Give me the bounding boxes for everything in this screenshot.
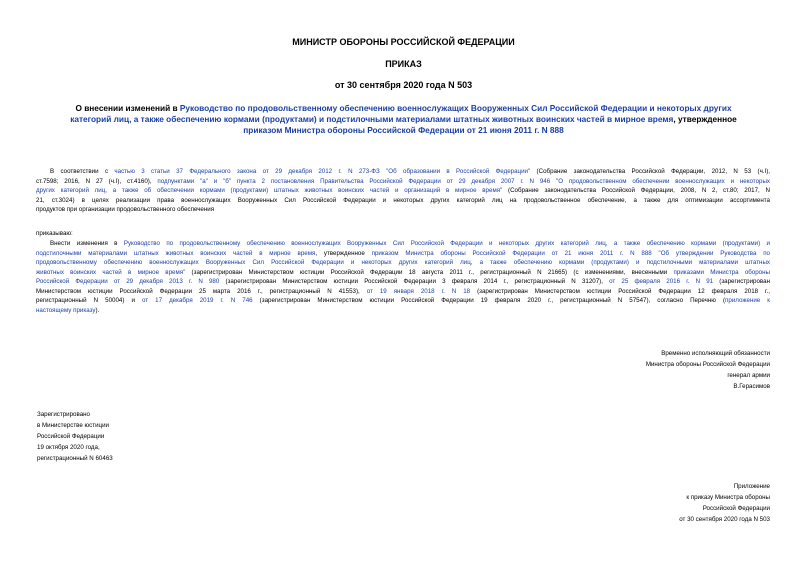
order-line: [36, 268, 770, 278]
link-appendix[interactable]: приложение к: [725, 297, 770, 304]
link-order-746[interactable]: от 17 декабря 2019 г. N 746: [141, 297, 253, 304]
registration-line: Российской Федерации: [37, 433, 105, 440]
preamble-line: [36, 177, 770, 187]
order-line: [36, 296, 770, 306]
appendix-line: Приложение: [733, 483, 770, 490]
preamble-line: 21, ст.3024) в целях реализации права военнослужащих Вооруженных Сил Российской Федерации и некоторых других категорий лиц на продовольственное обеспечение, а также для оптимизации ассортимента: [36, 196, 770, 204]
link-order-888-cont[interactable]: продовольственному обеспечению военнослужащих Вооруженных Сил Российской Федерации и некоторых других категорий лиц, а также обеспечению кормами (продуктами) и подстилочными материалами штатных: [36, 259, 770, 266]
text: (зарегистрирован Министерством юстиции Российской Федерации 19 февраля 2020 г., регистрационный N 57547), согласно Перечню (: [252, 297, 726, 304]
link-appendix-cont[interactable]: настоящему приказу: [36, 306, 96, 314]
text: ст.7598; 2016, N 27 (ч.I), ст.4160),: [36, 177, 158, 185]
link-law-273[interactable]: частью 3 статьи 37 Федерального закона от 29 декабря 2012 г. N 273-ФЗ "Об образовании в Российской Федерации": [114, 168, 531, 175]
order-line: [36, 258, 770, 268]
appendix-line: к приказу Министра обороны: [686, 494, 770, 501]
registration-line: Зарегистрировано: [37, 411, 90, 418]
title-line-1: [0, 103, 807, 114]
signature-line: В.Герасимов: [733, 383, 770, 390]
text: (Собрание законодательства Российской Федерации, 2008, N 2, ст.80; 2017, N: [502, 187, 770, 194]
link-order-18[interactable]: от 19 января 2018 г. N 18: [366, 287, 471, 295]
text: (зарегистрирован Министерством юстиции Российской Федерации 3 февраля 2014 г., регистрационный N 31207),: [219, 278, 610, 285]
text: регистрационный N 50004) и: [36, 297, 142, 304]
appendix-line: от 30 сентября 2020 года N 503: [679, 516, 770, 523]
link-guide-cont[interactable]: подстилочными материалами штатных животных воинских частей в мирное время: [36, 249, 316, 257]
preamble-line: [36, 186, 770, 196]
text: , утвержденное: [315, 249, 372, 257]
order-line: [36, 239, 770, 249]
title-line-3: [0, 125, 807, 136]
text: (зарегистрирован Министерством юстиции Российской Федерации 12 февраля 2018 г.,: [470, 287, 770, 295]
registration-line: в Министерстве юстиции: [37, 422, 110, 429]
appendix-line: Российской Федерации: [702, 505, 770, 512]
link-order-980[interactable]: Российской Федерации от 29 декабря 2013 г. N 980: [36, 278, 220, 285]
order-paragraph: [36, 239, 770, 315]
order-line: [36, 277, 770, 287]
registration-line: 19 октября 2020 года,: [37, 444, 100, 451]
title-mid: , утвержденное: [673, 114, 737, 124]
preamble-line: [36, 167, 770, 177]
text: ).: [95, 306, 100, 314]
text: В соответствии с: [50, 168, 115, 175]
order-line: [36, 249, 770, 259]
registration-line: регистрационный N 60463: [37, 455, 113, 462]
order-line: [36, 306, 770, 316]
title-link-order-888[interactable]: приказом Министра обороны Российской Федерации от 21 июня 2011 г. N 888: [243, 125, 564, 135]
doc-date-number: от 30 сентября 2020 года N 503: [334, 80, 473, 90]
text: (зарегистрирован: [713, 278, 770, 285]
text: (Собрание законодательства Российской Федерации, 2012, N 53 (ч.I),: [530, 168, 771, 175]
title-link-guide-cont[interactable]: категорий лиц, а также обеспечению кормами (продуктами) и подстилочными материалами штатных животных воинских частей в мирное время: [70, 114, 674, 124]
link-orders-minister[interactable]: приказами Министра обороны: [673, 268, 770, 276]
link-decree-946-cont[interactable]: других категорий лиц, а также об обеспечении кормами (продуктами) штатных животных воинских частей и организаций в мирное время": [36, 187, 503, 194]
title-link-guide[interactable]: Руководство по продовольственному обеспечению военнослужащих Вооруженных Сил Российской Федерации и некоторых других: [179, 103, 732, 113]
link-order-888[interactable]: приказом Министра обороны Российской Федерации от 21 июня 2011 г. N 888 "Об утверждении Руководства по: [371, 249, 770, 257]
link-decree-946[interactable]: подпунктами "а" и "б" пункта 2 постановления Правительства Российской Федерации от 29 декабря 2007 г. N 946 "О продовольственном обеспечении военнослужащих и некоторых: [157, 177, 771, 185]
link-order-91[interactable]: от 25 февраля 2016 г. N 91: [609, 278, 714, 285]
order-word: приказываю:: [36, 230, 73, 237]
text: (зарегистрирован Министерством юстиции Российской Федерации 18 августа 2011 г., регистрационный N 21665) (с изменениями, внесенными: [185, 268, 674, 276]
order-line: [36, 287, 770, 297]
preamble-paragraph: [36, 167, 770, 215]
title-prefix: О внесении изменений в: [75, 103, 180, 113]
signature-line: Министра обороны Российской Федерации: [645, 361, 770, 368]
appendix-block: [550, 481, 770, 525]
preamble-line: продуктов при организации продовольственного обеспечения: [36, 206, 215, 213]
signature-line: Временно исполняющий обязанности: [661, 350, 770, 357]
link-guide[interactable]: Руководство по продовольственному обеспечению военнослужащих Вооруженных Сил Российской Федерации и некоторых других категорий лиц, а также обеспечению кормами (продуктами) и: [123, 240, 770, 247]
link-order-888-end[interactable]: животных воинских частей в мирное время": [36, 268, 186, 276]
signature-line: генерал армии: [727, 372, 770, 379]
ministry-heading: МИНИСТР ОБОРОНЫ РОССИЙСКОЙ ФЕДЕРАЦИИ: [292, 37, 515, 47]
title-line-2: [0, 114, 807, 125]
text: Министерством юстиции Российской Федерации 25 марта 2016 г., регистрационный N 41553),: [36, 287, 367, 295]
text: Внести изменения в: [50, 240, 124, 247]
doc-type: ПРИКАЗ: [385, 59, 422, 69]
signature-block: [550, 348, 770, 392]
registration-block: [37, 409, 257, 464]
